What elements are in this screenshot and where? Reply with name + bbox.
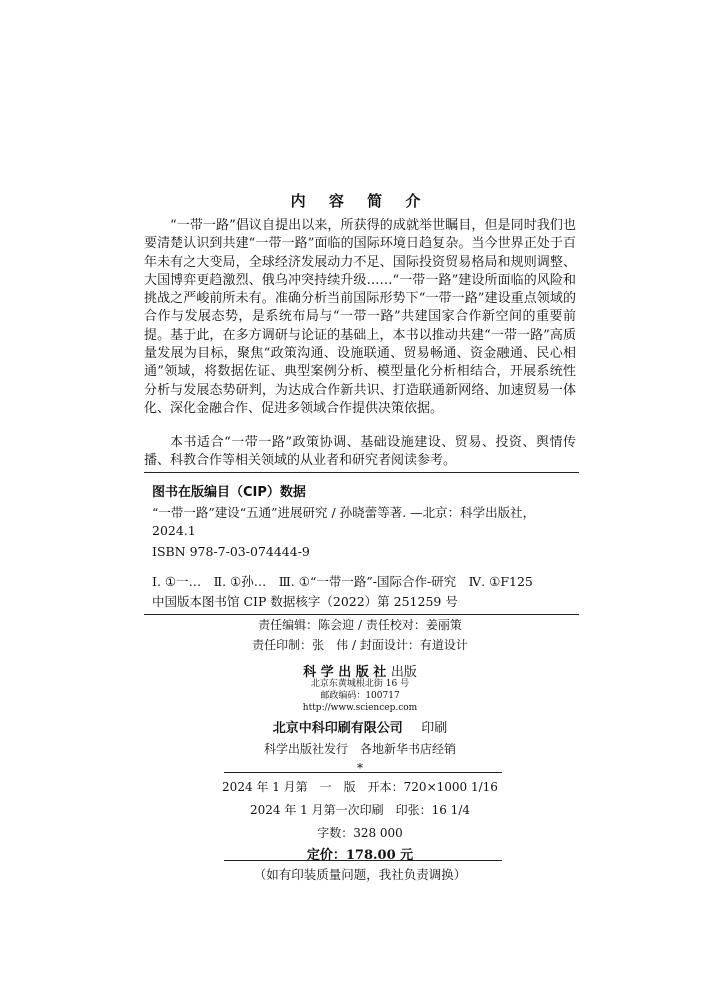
- distribution-line: 科学出版社发行 各地新华书店经销: [263, 742, 456, 756]
- cip-isbn: ISBN 978-7-03-074444-9: [152, 544, 310, 559]
- credits-line-2: 责任印制：张 伟 / 封面设计：有道设计: [252, 638, 468, 652]
- cip-classification: Ⅰ. ①一… Ⅱ. ①孙… Ⅲ. ①“一带一路”-国际合作-研究 Ⅳ. ①F125: [152, 574, 533, 589]
- printer-line: [0, 717, 720, 736]
- summary-paragraph-2-text: 本书适合“一带一路”政策协调、基础设施建设、贸易、投资、舆情传播、科教合作等相关领域的从业者和研究者阅读参考。: [144, 435, 576, 469]
- publisher-name: 科 学 出 版 社: [303, 665, 387, 680]
- edition-bottom-rule: [224, 860, 502, 861]
- edition-top-rule: [224, 772, 502, 773]
- printer-suffix: 印刷: [421, 721, 448, 736]
- publisher-suffix: 出版: [390, 665, 417, 680]
- printer-name: 北京中科印刷有限公司: [272, 721, 403, 736]
- cip-top-rule: [144, 472, 579, 473]
- summary-paragraph-1: [144, 217, 576, 418]
- publisher-address: 北京东黄城根北街 16 号: [310, 679, 410, 689]
- cip-heading: 图书在版编目（CIP）数据: [152, 485, 306, 500]
- summary-paragraph-1-text: “一带一路”倡议自提出以来，所获得的成就举世瞩目，但是同时我们也要清楚认识到共建“一带一路”面临的国际环境日趋复杂。当今世界正处于百年未有之大变局，全球经济发展动力不足、国际投资贸易格局和规则调整、大国博弈更趋激烈、俄乌冲突持续升级……“一带一路”建设所面临的风险和挑战之严峻前所未有。准确分析当前国际形势下“一带一路”建设重点领域的合作与发展态势，是系统布局与“一带一路”共建国家合作新空间的重要前提。基于此，在多方调研与论证的基础上，本书以推动共建“一带一路”高质量发展为目标，聚焦“政策沟通、设施联通、贸易畅通、资金融通、民心相通”领域，将数据佐证、典型案例分析、模型量化分析相结合，开展系统性分析与发展态势研判，为达成合作新共识、打造联通新网络、加速贸易一体化、深化金融合作、促进多领域合作提供决策依据。: [144, 218, 576, 416]
- summary-paragraph-2: [144, 434, 576, 471]
- edition-line-2: 2024 年 1 月第一次印刷 印张：16 1/4: [249, 803, 470, 817]
- cip-verification: 中国版本图书馆 CIP 数据核字（2022）第 251259 号: [152, 594, 458, 609]
- edition-line-1: 2024 年 1 月第 一 版 开本：720×1000 1/16: [222, 780, 498, 794]
- notice: （如有印装质量问题，我社负责调换）: [253, 867, 467, 882]
- page-title: 内 容 简 介: [290, 192, 430, 210]
- cip-title-line: “一带一路”建设“五通”进展研究 / 孙晓蕾等著. —北京：科学出版社，2024.1: [152, 505, 536, 538]
- publisher-postcode: 邮政编码：100717: [320, 691, 400, 701]
- publisher-website: http://www.sciencep.com: [302, 703, 418, 713]
- credits-line-1: 责任编辑：陈会迎 / 责任校对：姜丽策: [258, 618, 462, 632]
- separator-asterisk: *: [357, 761, 363, 775]
- word-count: 字数：328 000: [317, 826, 403, 840]
- price: 定价：178.00 元: [306, 848, 414, 863]
